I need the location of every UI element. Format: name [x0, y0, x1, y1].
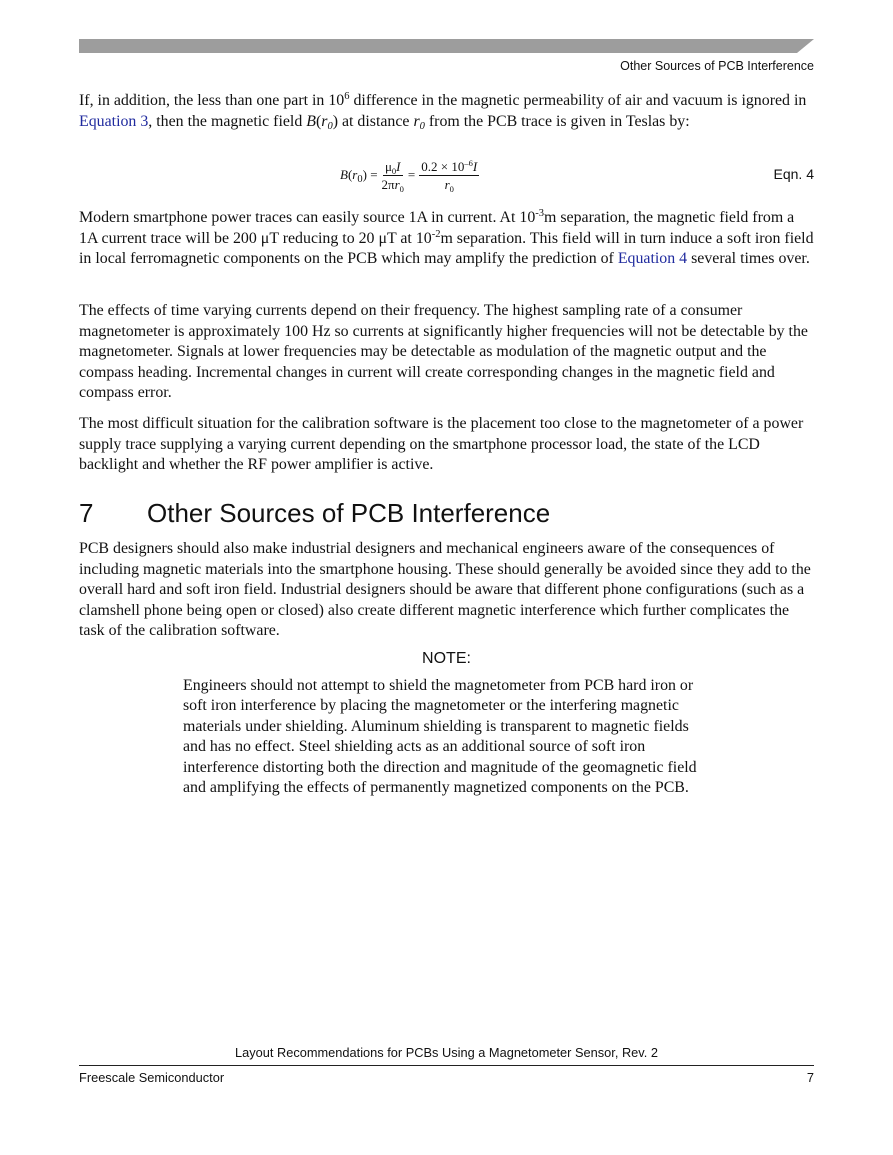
- section-title: Other Sources of PCB Interference: [147, 498, 551, 528]
- equation-fraction-1: $\frac{\mu_0I}{2\pi r_0}$: [381, 158, 404, 194]
- equation-label: Eqn. 4: [773, 166, 814, 182]
- equation-4: [340, 153, 520, 197]
- paragraph-intro: If, in addition, the less than one part in $10^6$ difference in the magnetic permeability of air and vacuum is ignored in Equation 3, then the magnetic field $B(r_0)$ at distance $r_0$ from the PCB trace is given in Teslas by:: [79, 91, 807, 132]
- paragraph-pcb-designers: PCB designers should also make industrial designers and mechanical engineers aware of the consequences of including magnetic materials into the smartphone housing. These should generally be avoided since they add to the overall hard and soft iron field. Industrial designers should be aware that different phone configurations (such as a clamshell phone being open or closed) also create different magnetic interference which further complicates the task of the calibration software.: [79, 540, 811, 639]
- paragraph-time-varying: The effects of time varying currents depend on their frequency. The highest sampling rate of a consumer magnetometer is approximately 100 Hz so currents at significantly higher frequencies will not be detectable by the magnetometer. Signals at lower frequencies may be detectable as modulation of the magnetic output and the compass heading. Incremental changes in current will create corresponding changes in the magnetic field and compass error.: [79, 302, 808, 401]
- equation-4-link[interactable]: Equation 4: [617, 250, 688, 267]
- section-heading: [79, 498, 550, 529]
- note-body: Engineers should not attempt to shield the magnetometer from PCB hard iron or soft iron interference by placing the magnetometer or the interfering magnetic materials under shielding. Aluminum shielding is transparent to magnetic fields and has no effect. Steel shielding acts as an additional source of soft iron interference distorting both the direction and magnitude of the geomagnetic field and amplifying the effects of permanently magnetized components on the PCB.: [183, 677, 697, 797]
- equals-sign: =: [407, 167, 416, 182]
- footer-company: Freescale Semiconductor: [79, 1070, 225, 1085]
- page-number: 7: [806, 1070, 814, 1085]
- equation-fraction-2: $\frac{0.2 \times 10^{-6}I}{r_0}$: [421, 157, 478, 194]
- header-bar: [79, 39, 814, 53]
- equation-lhs: $B(r_0)$ =: [340, 167, 378, 185]
- footer-document-title: Layout Recommendations for PCBs Using a Magnetometer Sensor, Rev. 2: [235, 1045, 658, 1060]
- section-number: 7: [79, 498, 94, 528]
- paragraph-power-traces: Modern smartphone power traces can easily source 1A in current. At $10^{-3}m$ separation, the magnetic field from a 1A current trace will be 200 μT reducing to 20 μT at $10^{-2}m$ separation. This field will in turn induce a soft iron field in local ferromagnetic components on the PCB which may amplify the prediction of Equation 4 several times over.: [79, 208, 814, 267]
- equation-3-link[interactable]: Equation 3: [79, 112, 149, 130]
- note-title: NOTE:: [422, 650, 471, 667]
- paragraph-difficult-situation: The most difficult situation for the calibration software is the placement too close to the magnetometer of a power supply trace supplying a varying current depending on the smartphone processor load, the state of the LCD backlight and whether the RF power amplifier is active.: [79, 415, 804, 473]
- running-header: Other Sources of PCB Interference: [620, 59, 814, 73]
- footer-divider: [79, 1065, 814, 1066]
